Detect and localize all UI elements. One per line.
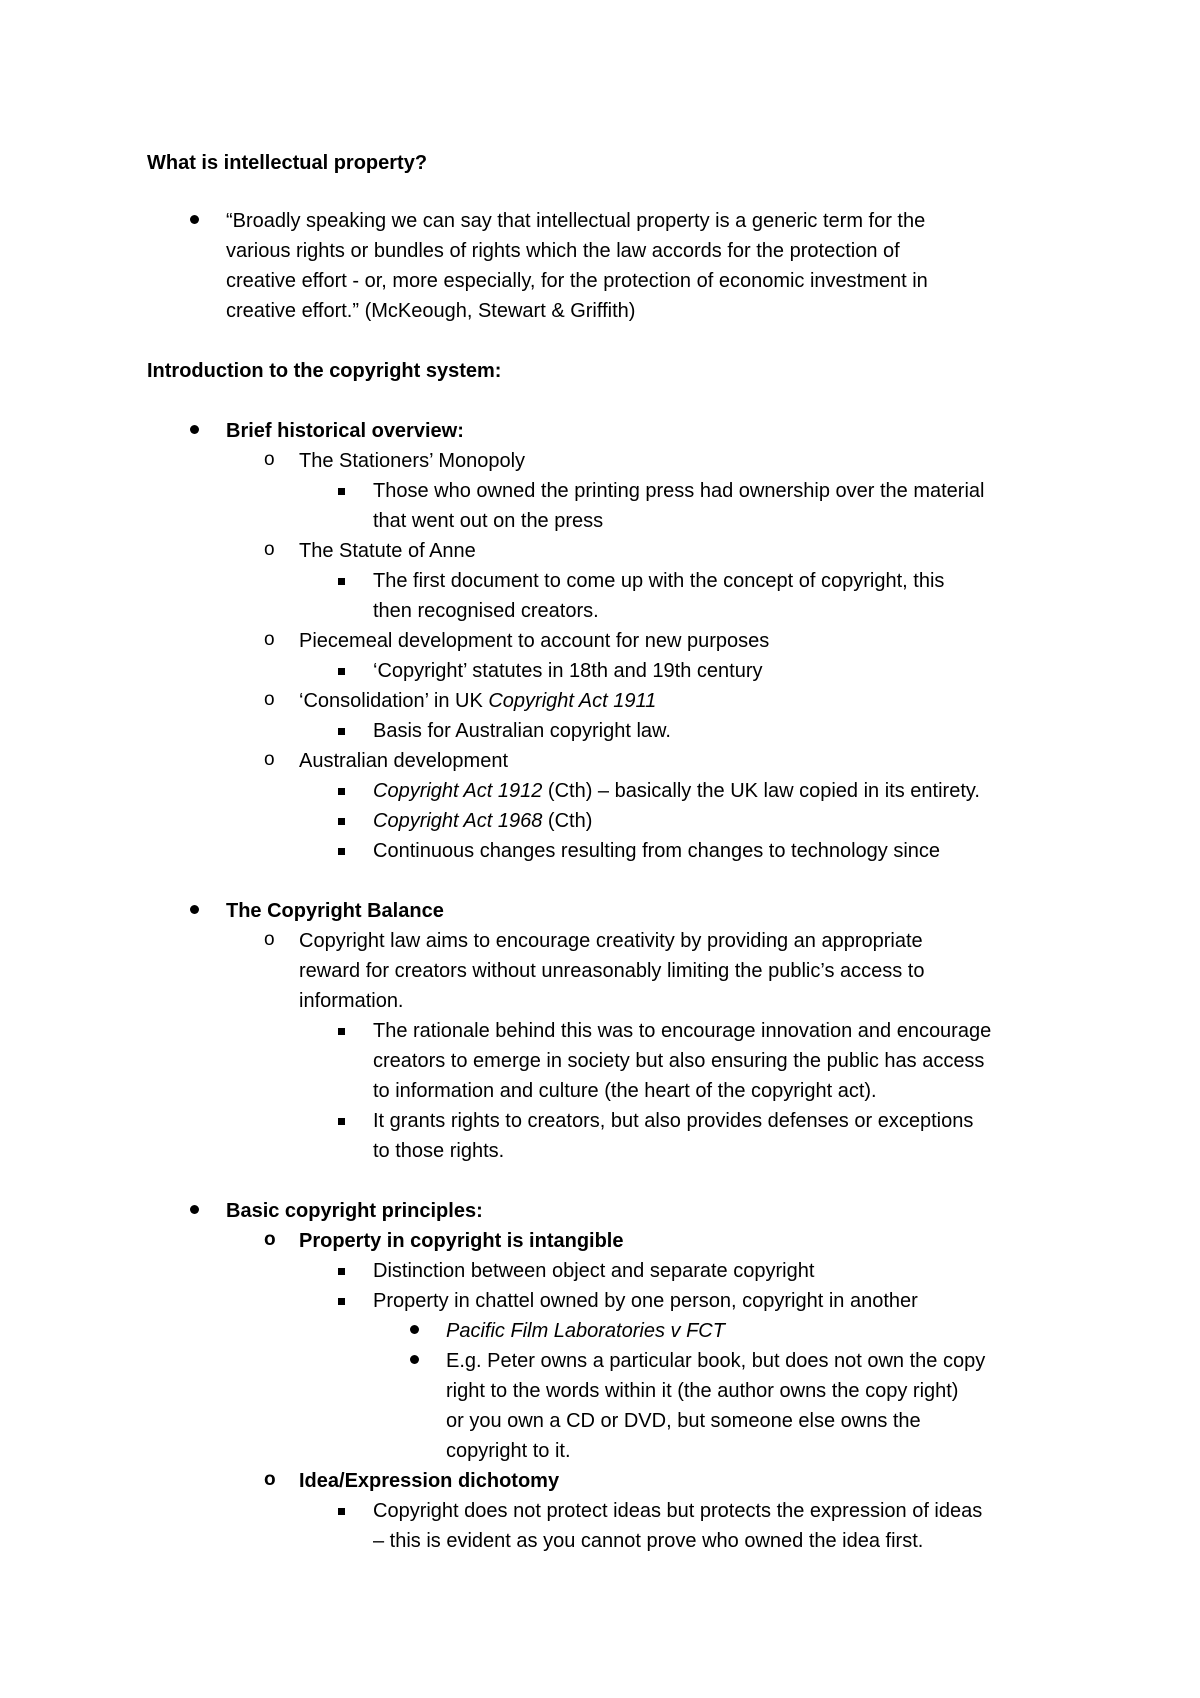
bullet-circle: o — [264, 1469, 276, 1490]
consolidation-prefix: ‘Consolidation’ in UK — [299, 690, 489, 712]
bullet-circle: o — [264, 749, 275, 770]
list-item: Continuous changes resulting from changes to technology since — [373, 840, 941, 862]
list-item: copyright to it. — [446, 1440, 571, 1462]
bullet-disc — [190, 905, 199, 914]
subheading: Idea/Expression dichotomy — [299, 1470, 560, 1492]
list-item: or you own a CD or DVD, but someone else owns the — [446, 1410, 921, 1432]
quote-line: creative effort.” (McKeough, Stewart & Griffith) — [226, 300, 636, 322]
act-title: Copyright Act 1968 — [373, 810, 543, 832]
quote-line: “Broadly speaking we can say that intellectual property is a generic term for the — [226, 210, 926, 232]
list-item: Copyright does not protect ideas but protects the expression of ideas — [373, 1500, 983, 1522]
bullet-square — [338, 1298, 345, 1305]
act-description: (Cth) — [542, 810, 593, 832]
balance-title: The Copyright Balance — [226, 900, 444, 922]
list-item — [373, 806, 592, 836]
list-item: Piecemeal development to account for new purposes — [299, 630, 770, 652]
list-item: that went out on the press — [373, 510, 604, 532]
list-item: The first document to come up with the concept of copyright, this — [373, 570, 945, 592]
list-item: Australian development — [299, 750, 509, 772]
bullet-square — [338, 1118, 345, 1125]
list-item: then recognised creators. — [373, 600, 599, 622]
bullet-circle: o — [264, 449, 275, 470]
bullet-circle: o — [264, 929, 275, 950]
bullet-circle: o — [264, 539, 275, 560]
list-item — [299, 686, 656, 716]
list-item: Copyright law aims to encourage creativity by providing an appropriate — [299, 930, 923, 952]
act-title: Copyright Act 1911 — [488, 690, 657, 712]
list-item — [373, 776, 980, 806]
case-name: Pacific Film Laboratories v FCT — [446, 1320, 725, 1342]
list-item: to information and culture (the heart of the copyright act). — [373, 1080, 877, 1102]
bullet-square — [338, 728, 345, 735]
list-item: The Statute of Anne — [299, 540, 476, 562]
bullet-square — [338, 578, 345, 585]
bullet-square — [338, 818, 345, 825]
list-item: E.g. Peter owns a particular book, but does not own the copy — [446, 1350, 986, 1372]
principles-title: Basic copyright principles: — [226, 1200, 483, 1222]
act-description: (Cth) – basically the UK law copied in its entirety. — [542, 780, 980, 802]
quote-line: various rights or bundles of rights which the law accords for the protection of — [226, 240, 900, 262]
bullet-square — [338, 848, 345, 855]
bullet-disc — [410, 1325, 419, 1334]
bullet-disc — [190, 1205, 199, 1214]
bullet-disc — [410, 1355, 419, 1364]
quote-line: creative effort - or, more especially, for the protection of economic investment in — [226, 270, 928, 292]
bullet-square — [338, 488, 345, 495]
list-item: Distinction between object and separate copyright — [373, 1260, 815, 1282]
list-item: reward for creators without unreasonably limiting the public’s access to — [299, 960, 925, 982]
list-item: Basis for Australian copyright law. — [373, 720, 671, 742]
bullet-square — [338, 1268, 345, 1275]
bullet-circle: o — [264, 629, 275, 650]
list-item: information. — [299, 990, 404, 1012]
list-item: The Stationers’ Monopoly — [299, 450, 526, 472]
bullet-square — [338, 1508, 345, 1515]
list-item: The rationale behind this was to encourage innovation and encourage — [373, 1020, 992, 1042]
list-item: right to the words within it (the author owns the copy right) — [446, 1380, 959, 1402]
subheading: Property in copyright is intangible — [299, 1230, 624, 1252]
list-item: – this is evident as you cannot prove who owned the idea first. — [373, 1530, 924, 1552]
bullet-disc — [190, 425, 199, 434]
list-item: ‘Copyright’ statutes in 18th and 19th century — [373, 660, 763, 682]
bullet-square — [338, 788, 345, 795]
list-item: to those rights. — [373, 1140, 505, 1162]
bullet-square — [338, 668, 345, 675]
bullet-circle: o — [264, 689, 275, 710]
bullet-square — [338, 1028, 345, 1035]
list-item: It grants rights to creators, but also provides defenses or exceptions — [373, 1110, 974, 1132]
list-item: Those who owned the printing press had ownership over the material — [373, 480, 985, 502]
list-item: creators to emerge in society but also ensuring the public has access — [373, 1050, 985, 1072]
act-title: Copyright Act 1912 — [373, 780, 543, 802]
heading-intro: Introduction to the copyright system: — [147, 360, 502, 382]
bullet-circle: o — [264, 1229, 276, 1250]
bullet-disc — [190, 215, 199, 224]
history-title: Brief historical overview: — [226, 420, 464, 442]
heading-what-is-ip: What is intellectual property? — [147, 152, 428, 174]
list-item: Property in chattel owned by one person, copyright in another — [373, 1290, 918, 1312]
